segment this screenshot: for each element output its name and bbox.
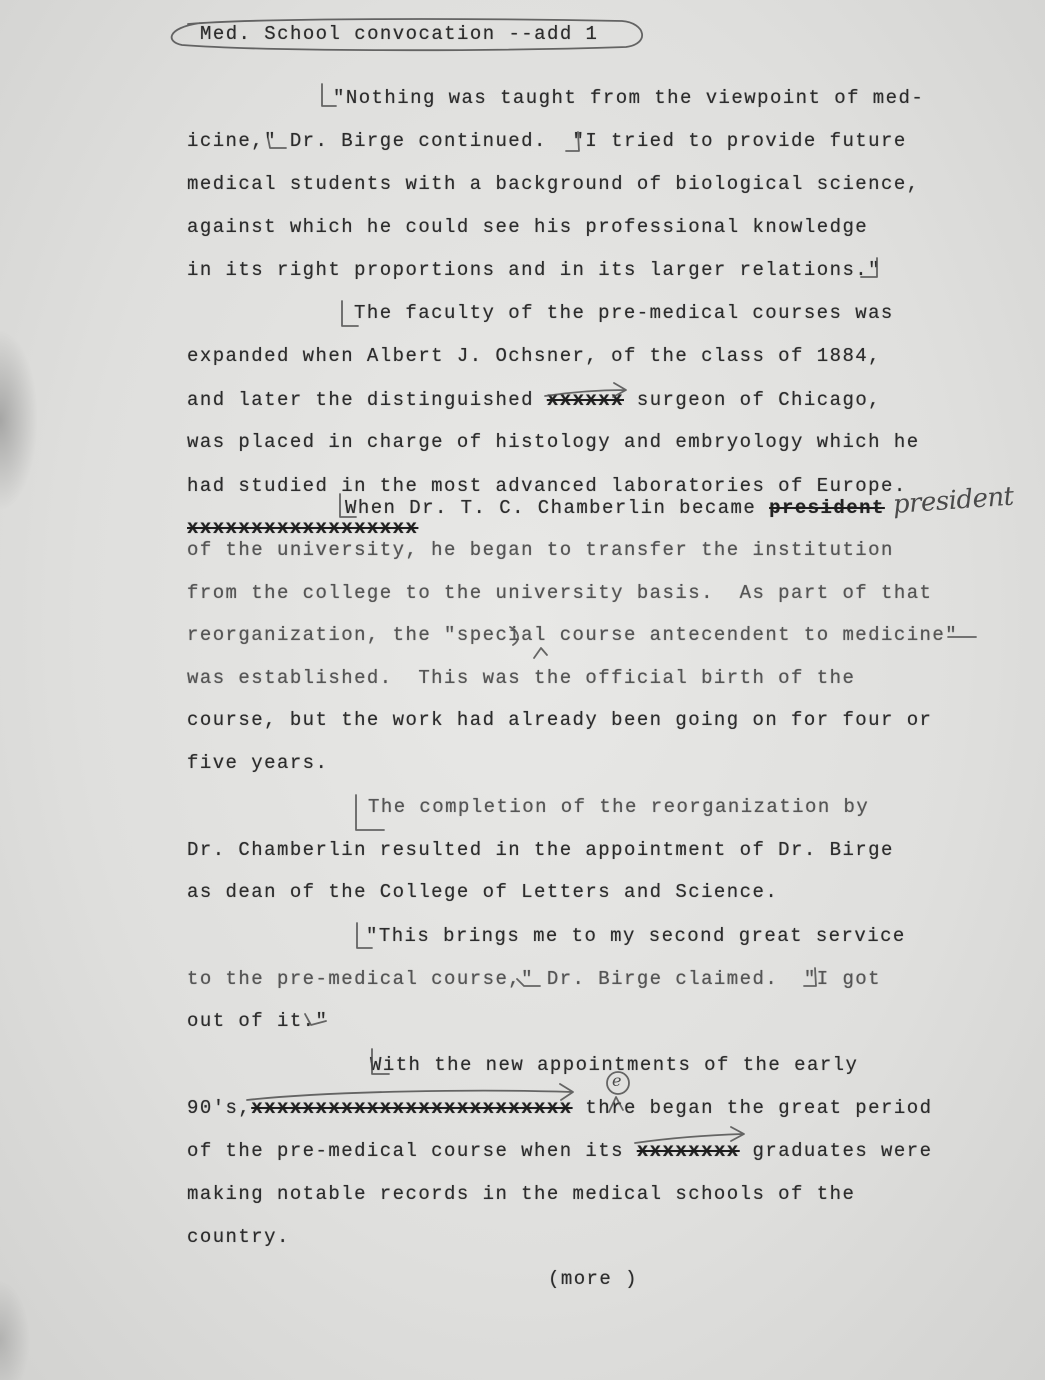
text-line: five years. bbox=[187, 752, 329, 774]
text-line: With the new appointments of the early bbox=[370, 1054, 859, 1076]
handwritten-margin-note: president bbox=[891, 481, 1015, 520]
text-line: had studied in the most advanced laboratories of Europe. bbox=[187, 475, 907, 497]
text-line: The completion of the reorganization by bbox=[368, 796, 870, 818]
text-line: expanded when Albert J. Ochsner, of the class of 1884, bbox=[187, 345, 881, 367]
struck-out-word: xxxxxx bbox=[546, 389, 624, 411]
text-line: was placed in charge of histology and embryology which he bbox=[187, 431, 920, 453]
text-segment: thre began the great period bbox=[572, 1097, 933, 1119]
text-line: course, but the work had already been going on for four or bbox=[187, 709, 933, 731]
text-line: The faculty of the pre-medical courses was bbox=[354, 302, 894, 324]
text-segment: of the pre-medical course when its bbox=[187, 1140, 637, 1162]
text-line: out of it." bbox=[187, 1010, 329, 1032]
text-line: making notable records in the medical schools of the bbox=[187, 1183, 856, 1205]
more-footer: (more ) bbox=[548, 1268, 638, 1290]
slug-line: Med. School convocation --add 1 bbox=[200, 23, 599, 45]
text-line bbox=[187, 1139, 932, 1163]
text-segment: When Dr. T. C. Chamberlin became bbox=[345, 497, 770, 519]
handwritten-insertion: e bbox=[612, 1071, 622, 1090]
text-line: as dean of the College of Letters and Science. bbox=[187, 881, 779, 903]
struck-out-word: president bbox=[769, 497, 885, 519]
text-line: against which he could see his professional knowledge bbox=[187, 216, 869, 238]
text-segment: graduates were bbox=[739, 1140, 933, 1162]
comma-mark bbox=[534, 648, 547, 658]
text-line: icine," Dr. Birge continued. "I tried to provide future bbox=[187, 130, 907, 152]
text-segment: and later the distinguished bbox=[187, 389, 547, 411]
text-line bbox=[345, 496, 885, 520]
text-line: "This brings me to my second great service bbox=[366, 925, 906, 947]
text-line: "Nothing was taught from the viewpoint of med- bbox=[333, 87, 925, 109]
struck-out-text: xxxxxxxxxxxxxxxxxxxxxxxxx bbox=[251, 1097, 573, 1119]
text-line bbox=[187, 1096, 932, 1120]
text-line bbox=[187, 516, 418, 540]
text-line: from the college to the university basis. As part of that bbox=[187, 582, 933, 604]
text-line: in its right proportions and in its larger relations." bbox=[187, 259, 881, 281]
text-line: country. bbox=[187, 1226, 290, 1248]
struck-out-word: xxxxxxxx bbox=[636, 1140, 740, 1162]
text-segment: 90's, bbox=[187, 1097, 252, 1119]
text-line: Dr. Chamberlin resulted in the appointment of Dr. Birge bbox=[187, 839, 894, 861]
text-line: to the pre-medical course," Dr. Birge claimed. "I got bbox=[187, 968, 881, 990]
text-line: of the university, he began to transfer the institution bbox=[187, 539, 894, 561]
text-line: reorganization, the "special course antecendent to medicine" bbox=[187, 624, 959, 646]
text-line: was established. This was the official birth of the bbox=[187, 667, 856, 689]
text-segment: surgeon of Chicago, bbox=[623, 389, 882, 411]
text-line bbox=[187, 388, 881, 412]
text-line: medical students with a background of biological science, bbox=[187, 173, 920, 195]
struck-out-text: xxxxxxxxxxxxxxxxxx bbox=[187, 517, 419, 539]
